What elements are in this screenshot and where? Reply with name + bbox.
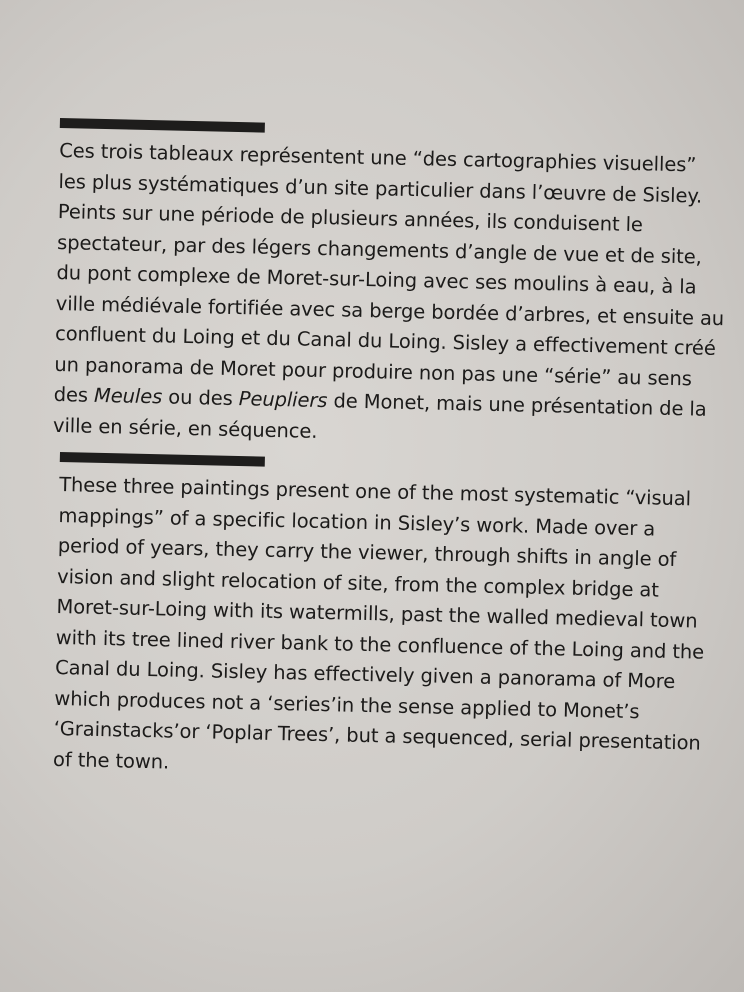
english-line: Moret-sur-Loing with its watermills, past the walled medieval town [56, 594, 698, 633]
english-line: vision and slight relocation of site, from the complex bridge at [56, 564, 660, 602]
french-line: ville médiévale fortifiée avec sa berge bordée d’arbres, et ensuite au [55, 291, 725, 330]
french-line: ville en série, en séquence. [52, 413, 318, 443]
english-text-block [53, 452, 720, 790]
english-line: Canal du Loing. Sisley has effectively given a panorama of More [54, 655, 676, 694]
french-line: un panorama de Moret pour produire non pas une “série” au sens [54, 352, 693, 390]
french-text: des [53, 382, 95, 407]
french-line: les plus systématiques d’un site particulier dans l’œuvre de Sisley. [58, 169, 703, 208]
french-line: Peints sur une période de plusieurs années, ils conduisent le [57, 199, 644, 237]
english-divider-bar [60, 452, 265, 467]
french-text: ou des [161, 385, 240, 411]
meules-title: Meules [93, 383, 163, 409]
french-line: Ces trois tableaux représentent une “des cartographies visuelles” [59, 138, 697, 177]
peupliers-title: Peupliers [238, 387, 328, 413]
french-text-block [52, 118, 725, 456]
english-line: with its tree lined river bank to the confluence of the Loing and the [55, 625, 705, 664]
french-line: du pont complexe de Moret-sur-Loing avec ses moulins à eau, à la [56, 260, 697, 299]
french-line: confluent du Loing et du Canal du Loing. Sisley a effectivement créé [54, 321, 717, 360]
english-line: mappings” of a specific location in Sisley’s work. Made over a [58, 503, 656, 541]
english-line: which produces not a ‘series’in the sense applied to Monet’s [54, 686, 640, 723]
english-line: of the town. [52, 747, 170, 774]
english-line: These three paintings present one of the most systematic “visual [59, 472, 692, 511]
english-line: ‘Grainstacks’or ‘Poplar Trees’, but a sequenced, serial presentation [53, 716, 701, 755]
french-line: spectateur, par des légers changements d’angle de vue et de site, [56, 230, 703, 269]
french-divider-bar [60, 118, 265, 133]
french-text: de Monet, mais une présentation de la [327, 389, 707, 421]
english-line: period of years, they carry the viewer, through shifts in angle of [57, 533, 677, 572]
